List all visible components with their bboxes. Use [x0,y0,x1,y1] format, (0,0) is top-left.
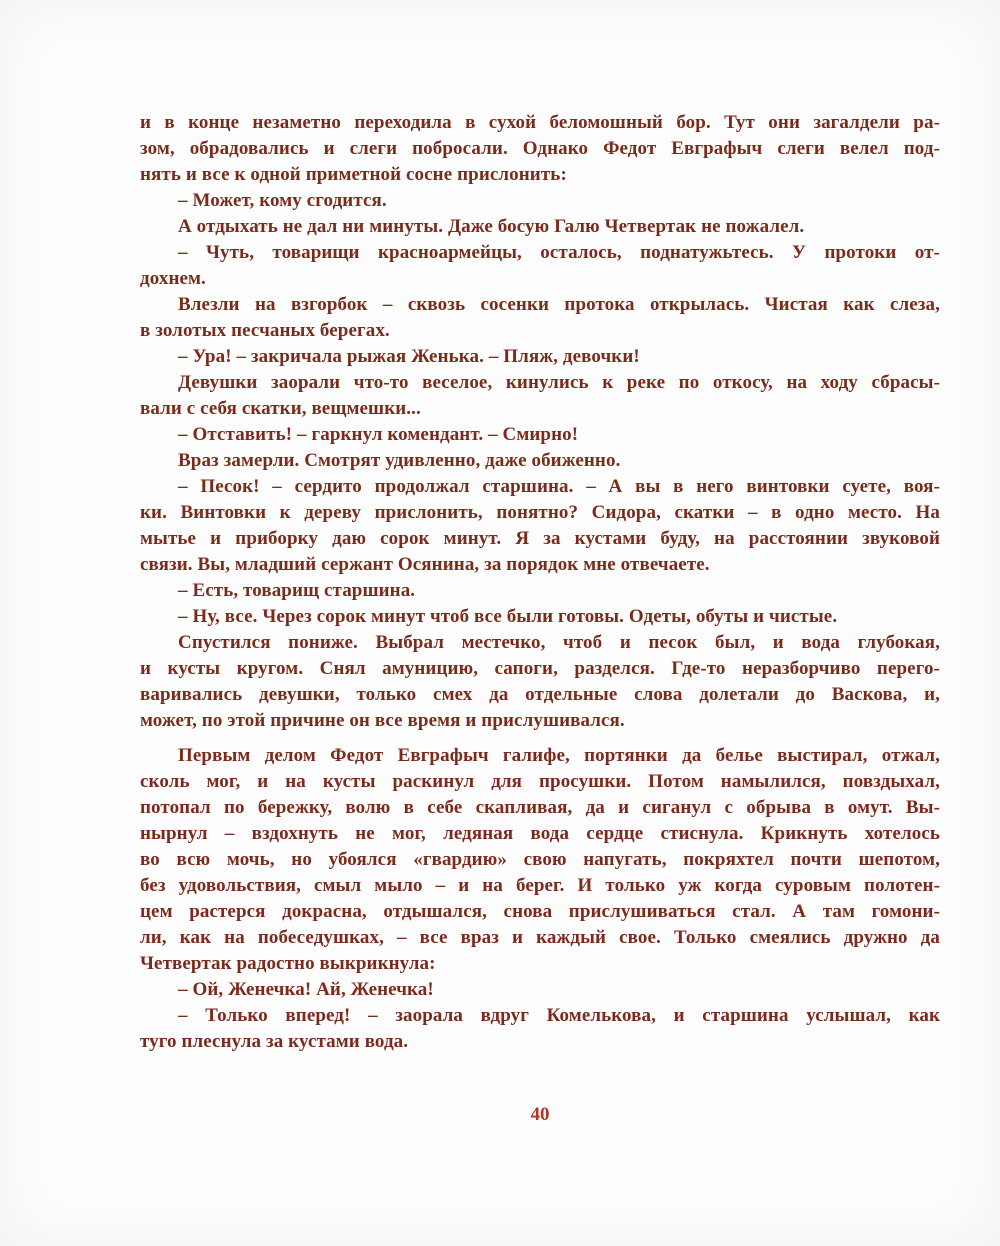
paragraph [140,422,940,448]
text-line: вали с себя скатки, вещмешки... [140,398,421,419]
text-line: без удовольствия, смыл мыло – и на берег. И только уж когда суровым полотен- [140,875,940,896]
text-line: А отдыхать не дал ни минуты. Даже босую Галю Четвертак не пожалел. [178,216,805,237]
text-line: – Может, кому сгодится. [178,190,387,211]
text-line: варивались девушки, только смех да отдельные слова долетали до Васкова, и, [140,684,940,705]
paragraph [140,474,940,578]
text-line: мытье и приборку даю сорок минут. Я за кустами буду, на расстоянии звуковой [140,528,940,549]
paragraph [140,1003,940,1055]
text-line: Четвертак радостно выкрикнула: [140,953,436,974]
paragraph [140,578,940,604]
text-line: нять и все к одной приметной сосне прислонить: [140,164,567,185]
text-line: Влезли на взгорбок – сквозь сосенки протока открылась. Чистая как слеза, [178,294,940,315]
text-line: может, по этой причине он все время и прислушивался. [140,710,625,731]
text-line: туго плеснула за кустами вода. [140,1031,409,1052]
text-line: – Отставить! – гаркнул комендант. – Смирно! [178,424,579,445]
text-line: ли, как на побеседушках, – все враз и каждый свое. Только смеялись дружно да [140,927,940,948]
paragraph [140,448,940,474]
paragraph [140,110,940,188]
paragraph [140,743,940,977]
paragraph [140,604,940,630]
text-line: во всю мочь, но убоялся «гвардию» свою напугать, покряхтел почти шепотом, [140,849,940,870]
text-line: – Ура! – закричала рыжая Женька. – Пляж, девочки! [178,346,640,367]
text-line: – Ой, Женечка! Ай, Женечка! [178,979,434,1000]
text-line: Девушки заорали что-то веселое, кинулись к реке по откосу, на ходу сбрасы- [178,372,940,393]
paragraph [140,214,940,240]
text-line: цем растерся докрасна, отдышался, снова прислушиваться стал. А там гомони- [140,901,940,922]
text-line: в золотых песчаных берегах. [140,320,390,341]
text-line: – Ну, все. Через сорок минут чтоб все были готовы. Одеты, обуты и чистые. [178,606,838,627]
paragraph [140,292,940,344]
text-line: Враз замерли. Смотрят удивленно, даже обиженно. [178,450,621,471]
text-line: – Чуть, товарищи красноармейцы, осталось, поднатужьтесь. У протоки от- [178,242,940,263]
paragraph [140,240,940,292]
text-line: связи. Вы, младший сержант Осянина, за порядок мне отвечаете. [140,554,710,575]
page-number: 40 [530,1104,550,1125]
text-line: Спустился пониже. Выбрал местечко, чтоб и песок был, и вода глубокая, [178,632,940,653]
text-line: – Есть, товарищ старшина. [178,580,416,601]
text-line: потопал по бережку, волю в себе скапливая, да и сиганул с обрыва в омут. Вы- [140,797,940,818]
text-line: и кусты кругом. Снял амуницию, сапоги, разделся. Где-то неразборчиво перего- [140,658,940,679]
text-line: – Песок! – сердито продолжал старшина. – А вы в него винтовки суете, воя- [178,476,940,497]
paragraph [140,188,940,214]
text-line: Первым делом Федот Евграфыч галифе, портянки да белье выстирал, отжал, [178,745,940,766]
text-line: ки. Винтовки к дереву прислонить, понятно? Сидора, скатки – в одно место. На [140,502,940,523]
paragraph [140,370,940,422]
page-text [140,110,940,1055]
text-line: сколь мог, и на кусты раскинул для просушки. Потом намылился, повздыхал, [140,771,940,792]
text-line: – Только вперед! – заорала вдруг Комелькова, и старшина услышал, как [178,1005,940,1026]
text-line: дохнем. [140,268,206,289]
text-line: зом, обрадовались и слеги побросали. Однако Федот Евграфыч слеги велел под- [140,138,940,159]
text-line: и в конце незаметно переходила в сухой беломошный бор. Тут они загалдели ра- [140,112,940,133]
paragraph [140,344,940,370]
text-line: нырнул – вздохнуть не мог, ледяная вода сердце стиснула. Крикнуть хотелось [140,823,940,844]
paragraph [140,630,940,734]
paragraph [140,977,940,1003]
